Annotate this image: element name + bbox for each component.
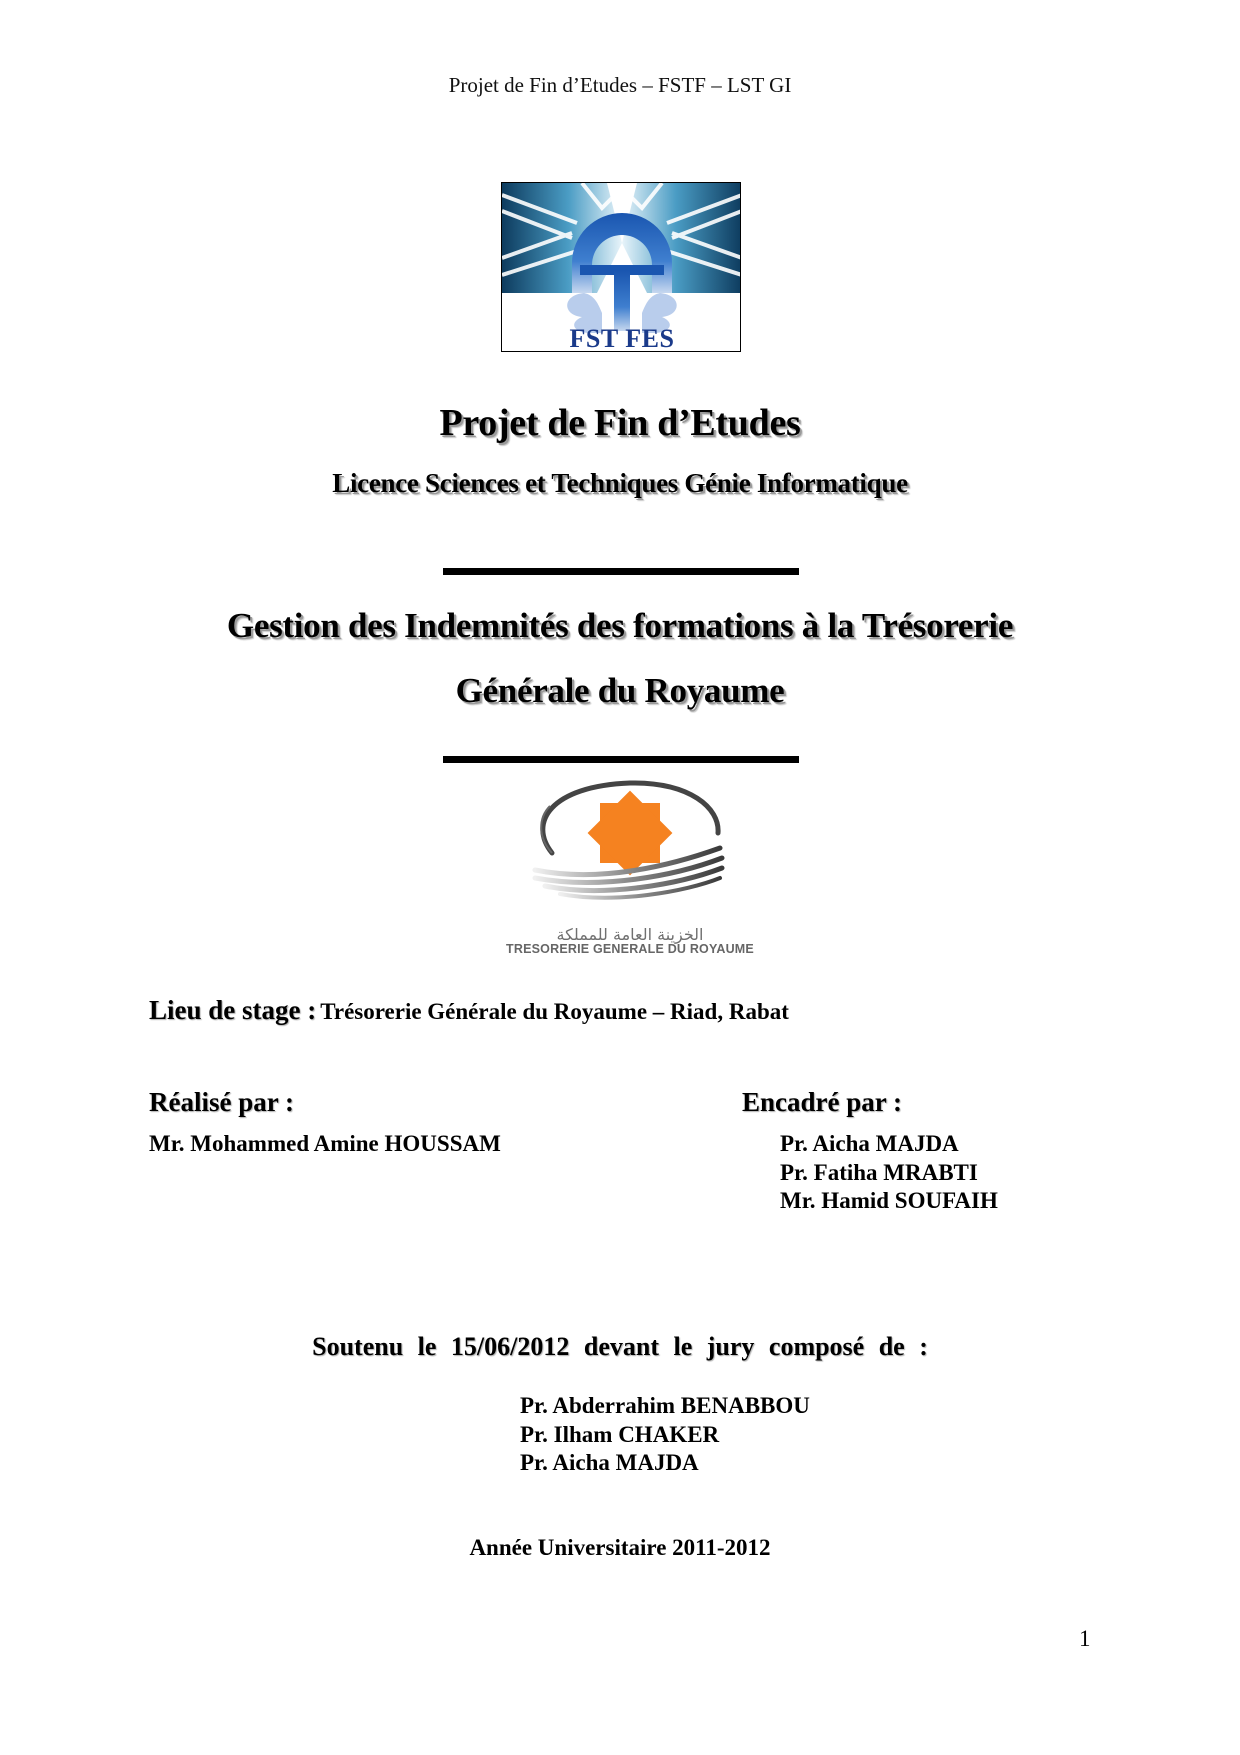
divider-bottom [443,756,799,763]
project-title-line-2: Générale du Royaume [455,671,785,710]
document-main-title: Projet de Fin d’Etudes [439,402,801,444]
tgr-star-swoosh-icon [490,778,770,918]
supervisor-name: Mr. Hamid SOUFAIH [780,1188,998,1213]
project-title-line-1: Gestion des Indemnités des formations à la Trésorerie [226,606,1014,645]
tgr-latin-name: TRESORERIE GENERALE DU ROYAUME [506,942,754,956]
defense-statement: Soutenu le 15/06/2012 devant le jury composé de : [312,1332,928,1361]
supervisor-name: Pr. Aicha MAJDA [780,1131,959,1156]
jury-list [520,1392,810,1478]
internship-location [149,995,789,1026]
jury-member: Pr. Abderrahim BENABBOU [520,1393,810,1418]
jury-member: Pr. Ilham CHAKER [520,1421,720,1447]
internship-location-label: Lieu de stage : [149,995,317,1025]
academic-year: Année Universitaire 2011-2012 [469,1535,771,1560]
internship-location-value: Trésorerie Générale du Royaume – Riad, Rabat [320,999,789,1024]
degree-subtitle: Licence Sciences et Techniques Génie Informatique [332,468,908,498]
supervisors-list [780,1130,998,1216]
supervisor-name: Pr. Fatiha MRABTI [780,1159,978,1185]
jury-member: Pr. Aicha MAJDA [520,1450,699,1475]
author-name: Mr. Mohammed Amine HOUSSAM [149,1131,501,1156]
page-number: 1 [1079,1626,1091,1651]
divider-top [443,568,799,575]
fst-fes-logo [501,182,741,352]
authors-heading: Réalisé par : [149,1087,294,1117]
supervisors-heading: Encadré par : [742,1087,902,1117]
tgr-arabic-name: الخزينة العامة للمملكة [556,925,704,944]
authors-list [149,1130,501,1159]
fst-fes-emblem-icon [502,183,741,352]
running-header: Projet de Fin d’Etudes – FSTF – LST GI [448,73,792,97]
svg-text:FST FES: FST FES [569,324,675,352]
